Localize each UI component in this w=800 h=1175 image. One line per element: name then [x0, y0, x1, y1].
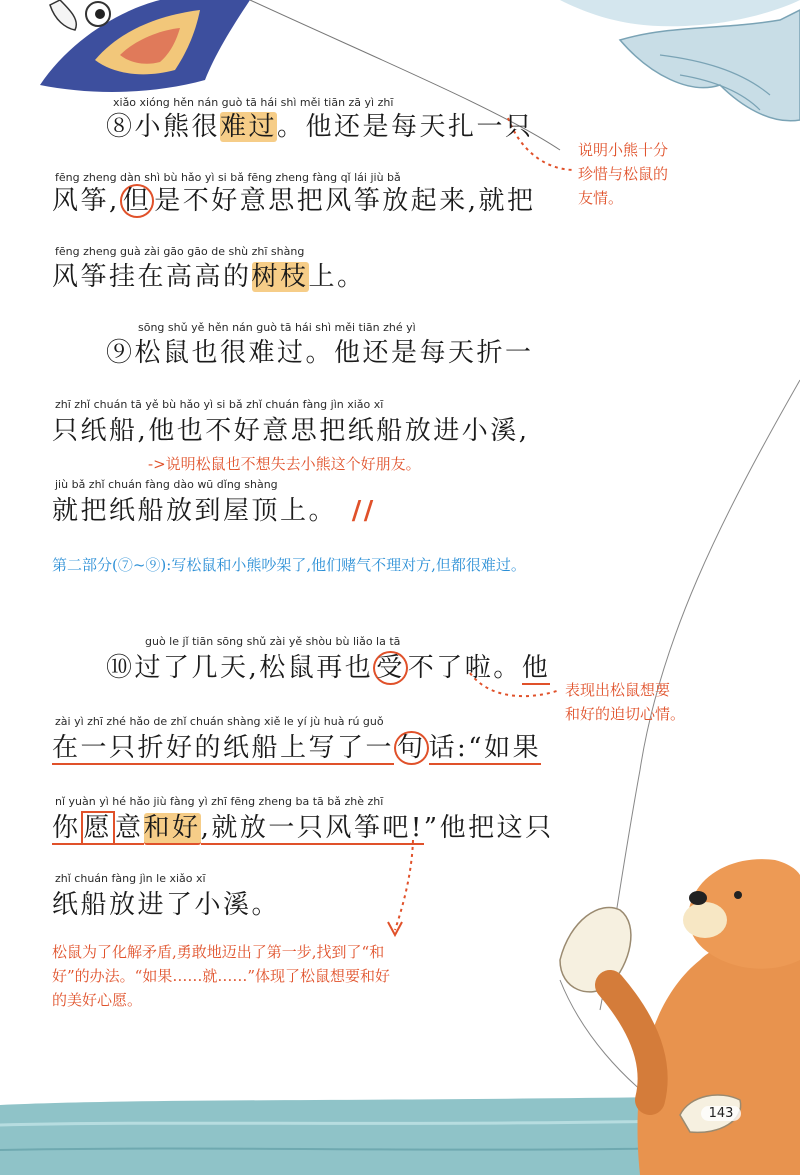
- text-line: 纸船放进了小溪。: [52, 890, 281, 920]
- pinyin-line: zhǐ chuán fàng jìn le xiǎo xī: [55, 872, 206, 885]
- text-line: ⑩过了几天,松鼠再也 受 不了啦。他: [106, 653, 551, 683]
- section-break-mark: //: [351, 496, 376, 526]
- pinyin-line: jiù bǎ zhǐ chuán fàng dào wū dǐng shàng: [55, 478, 278, 491]
- text-line: 只纸船,他也不好意思把纸船放进小溪,: [52, 416, 530, 446]
- text-line: 你 愿 意和好,就放一只风筝吧!”他把这只: [52, 813, 554, 843]
- cloud-fish-illustration: [560, 0, 800, 121]
- pinyin-line: fēng zheng guà zài gāo gāo de shù zhī shàng: [55, 245, 305, 258]
- section-summary: 第二部分(⑦~⑨):写松鼠和小熊吵架了,他们赌气不理对方,但都很难过。: [52, 556, 526, 574]
- annotation-note: 说明小熊十分 珍惜与松鼠的 友情。: [578, 141, 669, 207]
- pinyin-line: zài yì zhī zhé hǎo de zhǐ chuán shàng xiě le yí jù huà rú guǒ: [55, 715, 384, 728]
- annotation-note: 表现出松鼠想要 和好的迫切心情。: [565, 681, 686, 723]
- pinyin-line: nǐ yuàn yì hé hǎo jiù fàng yì zhī fēng zheng ba tā bǎ zhè zhī: [55, 795, 384, 808]
- bird-kite-illustration: [40, 0, 250, 92]
- annotation-note: ->说明松鼠也不想失去小熊这个好朋友。: [148, 455, 421, 473]
- annotation-note: 松鼠为了化解矛盾,勇敢地迈出了第一步,找到了“和 好”的办法。“如果……就……”体现了松鼠想要和好 的美好心愿。: [52, 943, 391, 1009]
- circled-word: 句: [394, 731, 429, 765]
- pinyin-line: sōng shǔ yě hěn nán guò tā hái shì měi tiān zhé yì: [138, 321, 416, 334]
- text-line: 风筝, 但 是不好意思把风筝放起来,就把: [52, 186, 536, 216]
- text-line: 在一只折好的纸船上写了一 句 话:“如果: [52, 733, 542, 763]
- page-number: 143: [701, 1106, 741, 1121]
- highlight-word: 树枝: [251, 262, 309, 292]
- pinyin-line: xiǎo xióng hěn nán guò tā hái shì měi tiān zā yì zhī: [113, 96, 394, 109]
- underlined-text: 他: [521, 653, 551, 683]
- circled-word: 受: [373, 651, 408, 685]
- text-line: 就把纸船放到屋顶上。 //: [52, 496, 376, 526]
- pinyin-line: fēng zheng dàn shì bù hǎo yì si bǎ fēng zheng fàng qǐ lái jiù bǎ: [55, 171, 401, 184]
- pinyin-line: zhī zhǐ chuán tā yě bù hǎo yì si bǎ zhǐ chuán fàng jìn xiǎo xī: [55, 398, 384, 411]
- text-line: ⑨松鼠也很难过。他还是每天折一: [106, 338, 534, 368]
- boxed-word: 愿: [81, 811, 116, 845]
- highlight-word: 难过: [220, 112, 278, 142]
- text-line: 风筝挂在高高的树枝上。: [52, 262, 366, 292]
- circled-word: 但: [120, 184, 155, 218]
- pinyin-line: guò le jǐ tiān sōng shǔ zài yě shòu bù liǎo la tā: [145, 635, 401, 648]
- text-line: ⑧小熊很难过。他还是每天扎一只: [106, 112, 534, 142]
- highlight-word: 和好: [143, 813, 201, 843]
